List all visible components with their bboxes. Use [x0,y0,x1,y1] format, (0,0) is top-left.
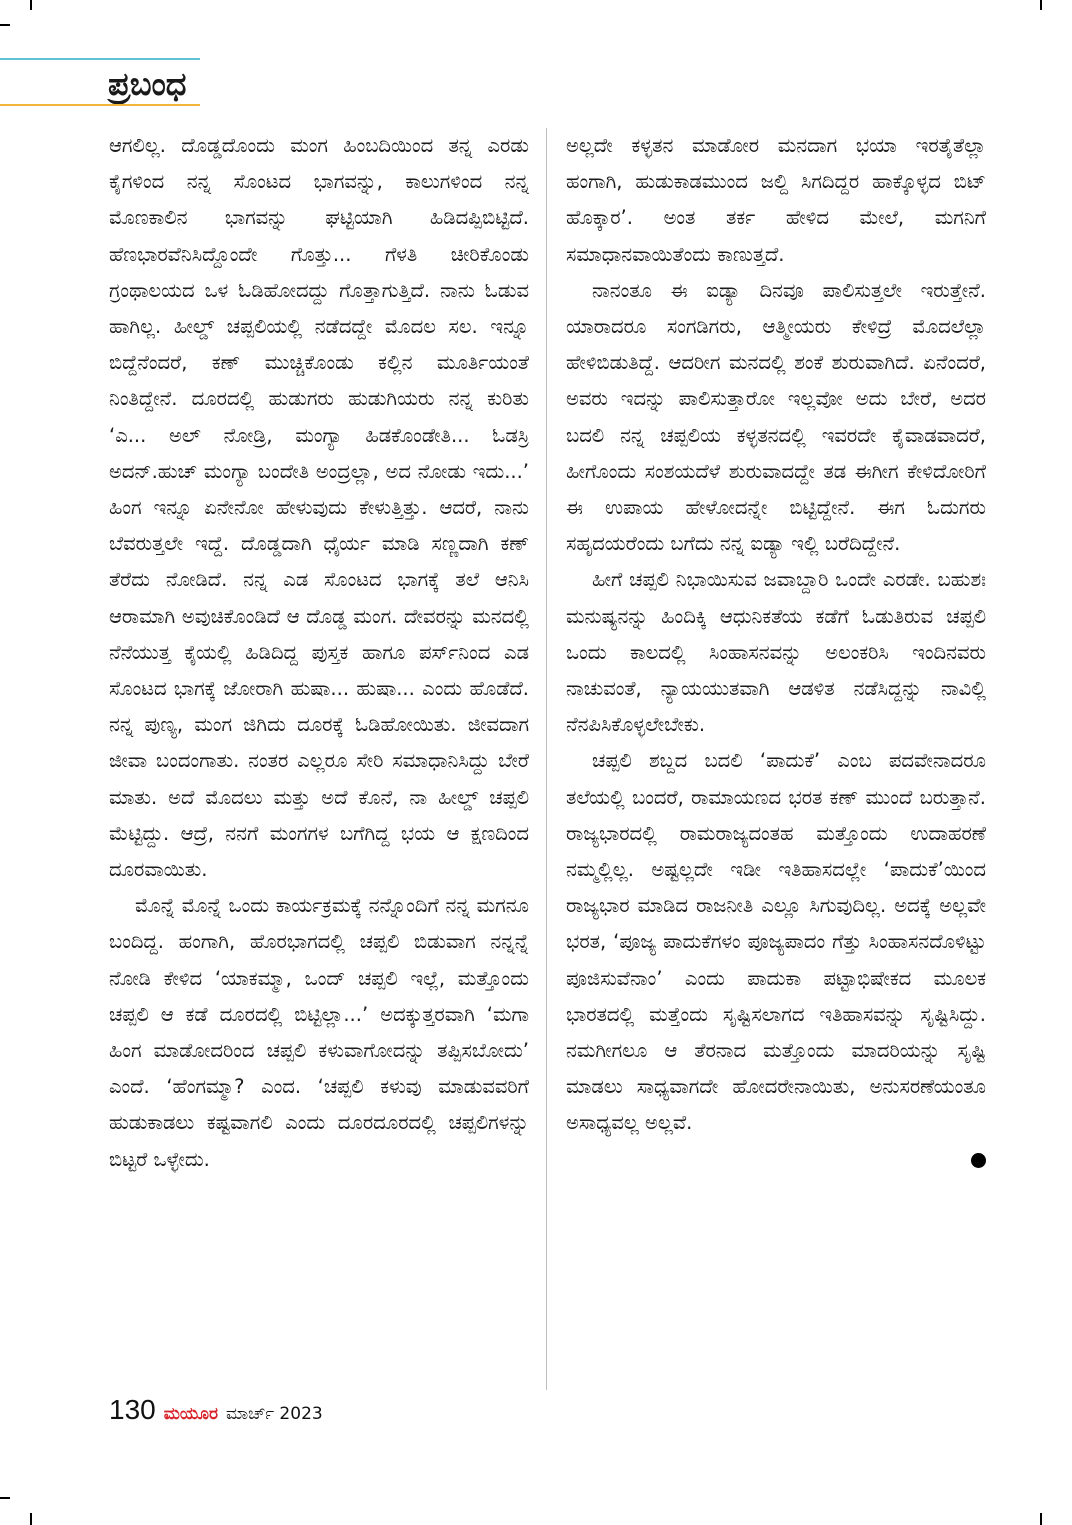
issue-date: ಮಾರ್ಚ್ 2023 [225,1404,323,1424]
page-number: 130 [109,1394,156,1425]
crop-mark-bottom-left [30,1513,32,1525]
section-title: ಪ್ರಬಂಧ [108,65,187,103]
article-column-right [566,128,986,1168]
paragraph: ಮೊನ್ನೆ ಮೊನ್ನೆ ಒಂದು ಕಾರ್ಯಕ್ರಮಕ್ಕೆ ನನ್ನೊಂದಿಗೆ ನನ್ನ ಮಗನೂ ಬಂದಿದ್ದ. ಹಂಗಾಗಿ, ಹೊರಭಾಗದಲ್ಲಿ ಚಪ್ಪಲಿ ಬಿಡುವಾಗ ನನ್ನನ್ನೆ ನೋಡಿ ಕೇಳಿದ ‘ಯಾಕಮ್ಮಾ, ಒಂದ್ ಚಪ್ಪಲಿ ಇಲ್ಲೆ, ಮತ್ತೊಂದು ಚಪ್ಪಲಿ ಆ ಕಡೆ ದೂರದಲ್ಲಿ ಬಿಟ್ಟಿಲ್ಲಾ...’ ಅದಕ್ಕುತ್ತರವಾಗಿ ‘ಮಗಾ ಹಿಂಗ ಮಾಡೋದರಿಂದ ಚಪ್ಪಲಿ ಕಳುವಾಗೋದನ್ನು ತಪ್ಪಿಸಬೋದು’ ಎಂದೆ. ‘ಹೆಂಗಮ್ಮಾ? ಎಂದ. ‘ಚಪ್ಪಲಿ ಕಳುವು ಮಾಡುವವರಿಗೆ ಹುಡುಕಾಡಲು ಕಷ್ಟವಾಗಲಿ ಎಂದು ದೂರದೂರದಲ್ಲಿ ಚಪ್ಪಲಿಗಳನ್ನು ಬಿಟ್ಟರೆ ಒಳ್ಳೇದು. [109,894,529,1171]
crop-mark-top-left [30,0,32,10]
magazine-logo: ಮಯೂರ [163,1404,218,1424]
paragraph: ಆಗಲಿಲ್ಲ. ದೊಡ್ಡದೊಂದು ಮಂಗ ಹಿಂಬದಿಯಿಂದ ತನ್ನ ಎರಡು ಕೈಗಳಿಂದ ನನ್ನ ಸೊಂಟದ ಭಾಗವನ್ನು, ಕಾಲುಗಳಿಂದ ನನ್ನ ಮೊಣಕಾಲಿನ ಭಾಗವನ್ನು ಘಟ್ಟಿಯಾಗಿ ಹಿಡಿದಪ್ಪಿಬಿಟ್ಟಿದೆ. ಹೆಣಭಾರವೆನಿಸಿದ್ದೊಂದೇ ಗೊತ್ತು... ಗೆಳತಿ ಚೀರಿಕೊಂಡು ಗ್ರಂಥಾಲಯದ ಒಳ ಓಡಿಹೋದದ್ದು ಗೊತ್ತಾಗುತ್ತಿದೆ. ನಾನು ಓಡುವ ಹಾಗಿಲ್ಲ. ಹೀಲ್ಡ್ ಚಪ್ಪಲಿಯಲ್ಲಿ ನಡೆದದ್ದೇ ಮೊದಲ ಸಲ. ಇನ್ನೂ ಬಿದ್ದೆನೆಂದರೆ, ಕಣ್ ಮುಚ್ಚಿಕೊಂಡು ಕಲ್ಲಿನ ಮೂರ್ತಿಯಂತೆ ನಿಂತಿದ್ದೇನೆ. ದೂರದಲ್ಲಿ ಹುಡುಗರು ಹುಡುಗಿಯರು ನನ್ನ ಕುರಿತು ‘ಎ... ಅಲ್ ನೋಡ್ರಿ, ಮಂಗ್ಯಾ ಹಿಡಕೊಂಡೇತಿ... ಓಡಸ್ರಿ ಅದನ್.ಹುಚ್ ಮಂಗ್ಯಾ ಬಂದೇತಿ ಅಂದ್ರಲ್ಲಾ, ಅದ ನೋಡು ಇದು...’ ಹಿಂಗ ಇನ್ನೂ ಏನೇನೋ ಹೇಳುವುದು ಕೇಳುತ್ತಿತ್ತು. ಆದರೆ, ನಾನು ಬೆವರುತ್ತಲೇ ಇದ್ದೆ. ದೊಡ್ಡದಾಗಿ ಧೈರ್ಯ ಮಾಡಿ ಸಣ್ಣದಾಗಿ ಕಣ್ ತೆರೆದು ನೋಡಿದೆ. ನನ್ನ ಎಡ ಸೊಂಟದ ಭಾಗಕ್ಕೆ ತಲೆ ಆನಿಸಿ ಆರಾಮಾಗಿ ಅವುಚಿಕೊಂಡಿದೆ ಆ ದೊಡ್ಡ ಮಂಗ. ದೇವರನ್ನು ಮನದಲ್ಲಿ ನೆನೆಯುತ್ತ ಕೈಯಲ್ಲಿ ಹಿಡಿದಿದ್ದ ಪುಸ್ತಕ ಹಾಗೂ ಪರ್ಸ್‌ನಿಂದ ಎಡ ಸೊಂಟದ ಭಾಗಕ್ಕೆ ಜೋರಾಗಿ ಹುಷಾ... ಹುಷಾ... ಎಂದು ಹೊಡೆದೆ. ನನ್ನ ಪುಣ್ಯ, ಮಂಗ ಜಿಗಿದು ದೂರಕ್ಕೆ ಓಡಿಹೋಯಿತು. ಜೀವದಾಗ ಜೀವಾ ಬಂದಂಗಾತು. ನಂತರ ಎಲ್ಲರೂ ಸೇರಿ ಸಮಾಧಾನಿಸಿದ್ದು ಬೇರೆ ಮಾತು. ಅದೆ ಮೊದಲು ಮತ್ತು ಅದೆ ಕೊನೆ, ನಾ ಹೀಲ್ಡ್ ಚಪ್ಪಲಿ ಮೆಟ್ಟಿದ್ದು. ಆದ್ರೆ, ನನಗೆ ಮಂಗಗಳ ಬಗೆಗಿದ್ದ ಭಯ ಆ ಕ್ಷಣದಿಂದ ದೂರವಾಯಿತು. [109,134,529,882]
page-footer [109,1394,323,1430]
paragraph: ಚಪ್ಪಲಿ ಶಬ್ದದ ಬದಲಿ ‘ಪಾದುಕೆ’ ಎಂಬ ಪದವೇನಾದರೂ ತಲೆಯಲ್ಲಿ ಬಂದರೆ, ರಾಮಾಯಣದ ಭರತ ಕಣ್ ಮುಂದೆ ಬರುತ್ತಾನೆ. ರಾಜ್ಯಭಾರದಲ್ಲಿ ರಾಮರಾಜ್ಯದಂತಹ ಮತ್ತೊಂದು ಉದಾಹರಣೆ ನಮ್ಮಲ್ಲಿಲ್ಲ. ಅಷ್ಟಲ್ಲದೇ ಇಡೀ ಇತಿಹಾಸದಲ್ಲೇ ‘ಪಾದುಕೆ’ಯಿಂದ ರಾಜ್ಯಭಾರ ಮಾಡಿದ ರಾಜನೀತಿ ಎಲ್ಲೂ ಸಿಗುವುದಿಲ್ಲ. ಅದಕ್ಕೆ ಅಲ್ಲವೇ ಭರತ, ‘ಪೂಜ್ಯ ಪಾದುಕೆಗಳಂ ಪೂಜ್ಯಪಾದಂ ಗೆತ್ತು ಸಿಂಹಾಸನದೊಳಿಟ್ಟು ಪೂಜಿಸುವೆನಾಂ’ ಎಂದು ಪಾದುಕಾ ಪಟ್ಟಾಭಿಷೇಕದ ಮೂಲಕ ಭಾರತದಲ್ಲಿ ಮತ್ತೆಂದು ಸೃಷ್ಟಿಸಲಾಗದ ಇತಿಹಾಸವನ್ನು ಸೃಷ್ಟಿಸಿದ್ದು. ನಮಗೀಗಲೂ ಆ ತೆರನಾದ ಮತ್ತೊಂದು ಮಾದರಿಯನ್ನು ಸೃಷ್ಟಿ ಮಾಡಲು ಸಾಧ್ಯವಾಗದೇ ಹೋದರೇನಾಯಿತು, ಅನುಸರಣೆಯಂತೂ ಅಸಾಧ್ಯವಲ್ಲ ಅಲ್ಲವೆ. [566,749,986,1135]
crop-mark-left-lower [0,1497,10,1499]
paragraph: ನಾನಂತೂ ಈ ಐಡ್ಯಾ ದಿನವೂ ಪಾಲಿಸುತ್ತಲೇ ಇರುತ್ತೇನೆ. ಯಾರಾದರೂ ಸಂಗಡಿಗರು, ಆತ್ಮೀಯರು ಕೇಳಿದ್ರೆ ಮೊದಲೆಲ್ಲಾ ಹೇಳಿಬಿಡುತಿದ್ದೆ. ಆದರೀಗ ಮನದಲ್ಲಿ ಶಂಕೆ ಶುರುವಾಗಿದೆ. ಏನೆಂದರೆ, ಅವರು ಇದನ್ನು ಪಾಲಿಸುತ್ತಾರೋ ಇಲ್ಲವೋ ಅದು ಬೇರೆ, ಅದರ ಬದಲಿ ನನ್ನ ಚಪ್ಪಲಿಯ ಕಳ್ಳತನದಲ್ಲಿ ಇವರದೇ ಕೈವಾಡವಾದರೆ, ಹೀಗೊಂದು ಸಂಶಯದೆಳೆ ಶುರುವಾದದ್ದೇ ತಡ ಈಗೀಗ ಕೇಳಿದೋರಿಗೆ ಈ ಉಪಾಯ ಹೇಳೋದನ್ನೇ ಬಿಟ್ಟಿದ್ದೇನೆ. ಈಗ ಓದುಗರು ಸಹೃದಯರೆಂದು ಬಗೆದು ನನ್ನ ಐಡ್ಯಾ ಇಲ್ಲಿ ಬರೆದಿದ್ದೇನೆ. [566,278,986,556]
crop-mark-left-upper [0,24,10,26]
header-rule-top [0,58,200,60]
crop-mark-bottom-right [1040,1513,1042,1525]
paragraph: ಅಲ್ಲದೇ ಕಳ್ಳತನ ಮಾಡೋರ ಮನದಾಗ ಭಯಾ ಇರತೈತೆಲ್ಲಾ ಹಂಗಾಗಿ, ಹುಡುಕಾಡಮುಂದ ಜಲ್ದಿ ಸಿಗದಿದ್ದರ ಹಾಕ್ಕೊಳ್ಳದ ಬಿಟ್ ಹೊಕ್ಕಾರ’. ಅಂತ ತರ್ಕ ಹೇಳಿದ ಮೇಲೆ, ಮಗನಿಗೆ ಸಮಾಧಾನವಾಯಿತೆಂದು ಕಾಣುತ್ತದೆ. [566,134,986,266]
article-column-left [109,128,529,1178]
header-rule-bottom [0,104,200,106]
paragraph: ಹೀಗೆ ಚಪ್ಪಲಿ ನಿಭಾಯಿಸುವ ಜವಾಬ್ದಾರಿ ಒಂದೇ ಎರಡೇ. ಬಹುಶಃ ಮನುಷ್ಯನನ್ನು ಹಿಂದಿಕ್ಕಿ ಆಧುನಿಕತೆಯ ಕಡೆಗೆ ಓಡುತಿರುವ ಚಪ್ಪಲಿ ಒಂದು ಕಾಲದಲ್ಲಿ ಸಿಂಹಾಸನವನ್ನು ಅಲಂಕರಿಸಿ ಇಂದಿನವರು ನಾಚುವಂತೆ, ನ್ಯಾಯಯುತವಾಗಿ ಆಡಳಿತ ನಡೆಸಿದ್ದನ್ನು ನಾವಿಲ್ಲಿ ನೆನಪಿಸಿಕೊಳ್ಳಲೇಬೇಕು. [566,568,986,737]
crop-mark-top-right [1040,0,1042,10]
column-divider [546,128,547,1390]
